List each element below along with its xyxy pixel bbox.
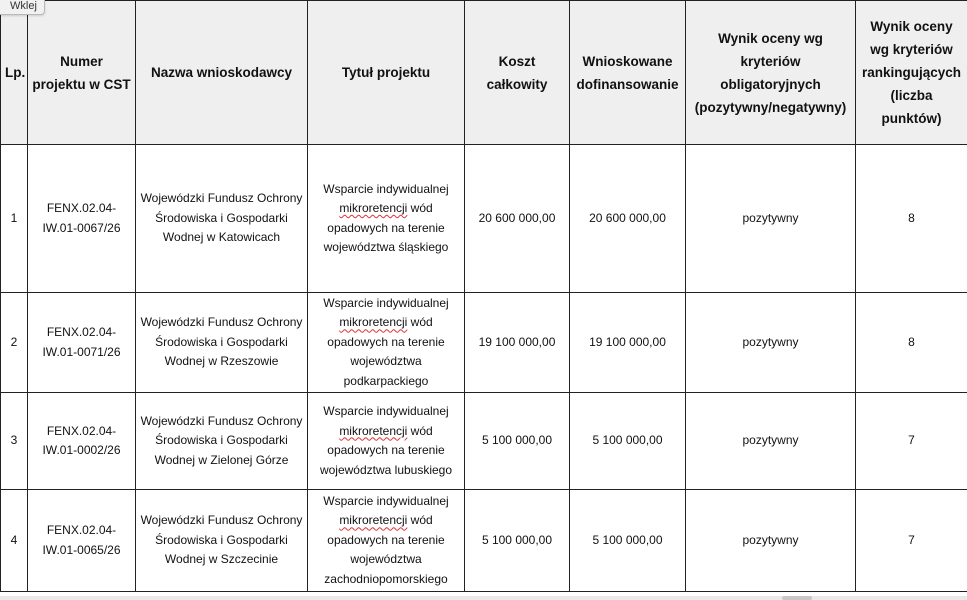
header-wnioskowane-dofinansowanie: Wnioskowane dofinansowanie xyxy=(570,1,686,145)
spellcheck-word: mikroretencji xyxy=(339,423,408,438)
tytul-text-b: wód opadowych na terenie województwa lubuskiego xyxy=(319,423,453,477)
table-row xyxy=(1,393,967,490)
header-lp: Lp. xyxy=(1,1,28,145)
tytul-text-b: wód opadowych na terenie województwa podkarpackiego xyxy=(327,315,445,388)
cell-punkty: 7 xyxy=(856,393,967,490)
tytul-text-a: Wsparcie indywidualnej xyxy=(323,404,449,418)
cell-tytul xyxy=(308,490,465,592)
paste-tooltip[interactable]: Wklej xyxy=(0,0,45,15)
cell-nazwa: Wojewódzki Fundusz Ochrony Środowiska i Gospodarki Wodnej w Katowicach xyxy=(136,145,308,293)
cell-nazwa: Wojewódzki Fundusz Ochrony Środowiska i Gospodarki Wodnej w Szczecinie xyxy=(136,490,308,592)
header-numer-projektu: Numer projektu w CST xyxy=(28,1,136,145)
cell-obligatoryjne: pozytywny xyxy=(686,393,856,490)
tytul-text-a: Wsparcie indywidualnej xyxy=(323,295,449,310)
cell-nazwa: Wojewódzki Fundusz Ochrony Środowiska i Gospodarki Wodnej w Rzeszowie xyxy=(136,293,308,393)
cell-nazwa: Wojewódzki Fundusz Ochrony Środowiska i Gospodarki Wodnej w Zielonej Górze xyxy=(136,393,308,490)
header-nazwa-wnioskodawcy: Nazwa wnioskodawcy xyxy=(136,1,308,145)
cell-dofinansowanie: 20 600 000,00 xyxy=(570,145,686,293)
cell-obligatoryjne: pozytywny xyxy=(686,145,856,293)
table-row xyxy=(1,145,967,293)
cell-numer: FENX.02.04-IW.01-0067/26 xyxy=(28,145,136,293)
table-row xyxy=(1,293,967,393)
cell-tytul xyxy=(308,393,465,490)
cell-punkty: 7 xyxy=(856,490,967,592)
cell-tytul xyxy=(308,293,465,393)
header-wynik-obligatoryjne: Wynik oceny wg kryteriów obligatoryjnych (pozytywny/negatywny) xyxy=(686,1,856,145)
header-koszt-calkowity: Koszt całkowity xyxy=(465,1,570,145)
cell-numer: FENX.02.04-IW.01-0002/26 xyxy=(28,393,136,490)
tytul-text-a: Wsparcie indywidualnej xyxy=(323,181,449,196)
horizontal-scrollbar[interactable] xyxy=(0,596,967,600)
spellcheck-word: mikroretencji xyxy=(339,201,408,215)
cell-lp: 2 xyxy=(1,293,28,393)
header-tytul-projektu: Tytuł projektu xyxy=(308,1,465,145)
cell-numer: FENX.02.04-IW.01-0071/26 xyxy=(28,293,136,393)
cell-koszt: 5 100 000,00 xyxy=(465,490,570,592)
cell-lp: 1 xyxy=(1,145,28,293)
cell-koszt: 19 100 000,00 xyxy=(465,293,570,393)
table-header-row xyxy=(1,1,967,145)
header-wynik-rankingujace: Wynik oceny wg kryteriów rankingujących (liczba punktów) xyxy=(856,1,967,145)
tytul-text-b: wód opadowych na terenie województwa śląskiego xyxy=(323,201,449,254)
cell-koszt: 5 100 000,00 xyxy=(465,393,570,490)
cell-punkty: 8 xyxy=(856,145,967,293)
table-row xyxy=(1,490,967,592)
spellcheck-word: mikroretencji xyxy=(339,513,408,528)
cell-lp: 4 xyxy=(1,490,28,592)
cell-dofinansowanie: 5 100 000,00 xyxy=(570,490,686,592)
scrollbar-thumb[interactable] xyxy=(782,596,812,600)
cell-lp: 3 xyxy=(1,393,28,490)
cell-obligatoryjne: pozytywny xyxy=(686,293,856,393)
cell-tytul xyxy=(308,145,465,293)
tytul-text-a: Wsparcie indywidualnej xyxy=(323,493,449,508)
cell-punkty: 8 xyxy=(856,293,967,393)
cell-dofinansowanie: 19 100 000,00 xyxy=(570,293,686,393)
spellcheck-word: mikroretencji xyxy=(339,315,408,330)
cell-numer: FENX.02.04-IW.01-0065/26 xyxy=(28,490,136,592)
cell-obligatoryjne: pozytywny xyxy=(686,490,856,592)
cell-dofinansowanie: 5 100 000,00 xyxy=(570,393,686,490)
cell-koszt: 20 600 000,00 xyxy=(465,145,570,293)
tytul-text-b: wód opadowych na terenie województwa zachodniopomorskiego xyxy=(324,513,448,586)
